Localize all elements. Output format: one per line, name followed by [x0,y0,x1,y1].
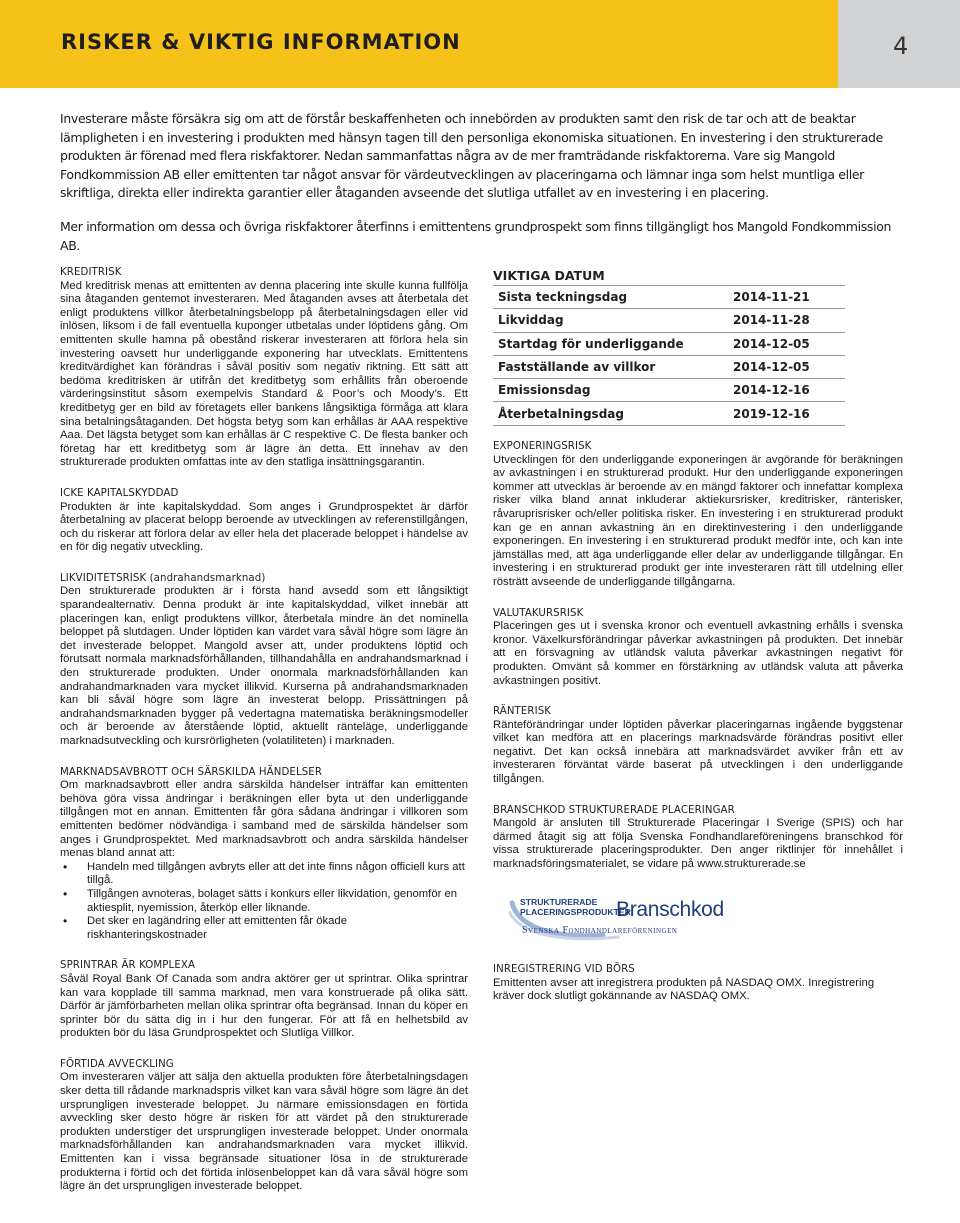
logo-subtitle: Svenska Fondhandlareföreningen [522,925,678,936]
registration-section [493,963,903,1004]
section-body: Ränteförändringar under löptiden påverkar placeringarnas ingående byggstenar vilket kan medföra att en placerings marknadsvärde förändras positivt eller negativt. Det kan också innebära att marknadsvärdet avviker från ett av investeraren förväntat värde baserat på utvecklingen i den underliggande tillgången. [493,718,903,786]
page-title: RISKER & VIKTIG INFORMATION [61,30,461,54]
section-fortida-avveckling [60,1058,468,1194]
date-value: 2014-12-16 [733,383,810,398]
section-title: RÄNTERISK [493,706,552,718]
section-ranterisk [493,705,903,787]
section-body: Den strukturerade produkten är i första hand avsedd som ett långsiktigt sparandealternativ. Denna produkt är inte kapitalskyddad, vilket innebär att placeringen kan, enligt produktens villkor, återbetala mindre än det nominella beloppet på slutdagen. Under löptiden kan värdet vara såväl högre som lägre än det investerade beloppet. Mangold avser att, under produktens löptid och förutsatt normala marknadsförhållanden, tillhandahålla en andrahandsmarknad i den strukturerade produkten. Under onormala marknadsförhållanden kan andrahandmarknaden vara mycket illikvid. Kurserna på andrahandsmarknaden kan bli såväl högre som lägre än investerat belopp. Prissättningen på andrahandsmarknaden bygger på vedertagna matematiska beräkningsmodeller och är beroende av återstående löptid, aktuellt ränteläge, underliggande marknadsutveckling och kursrörligheten (volatiliteten) i marknaden. [60,585,468,747]
section-body: Om investeraren väljer att sälja den aktuella produkten före återbetalningsdagen sker detta till rådande marknadspris vilket kan vara såväl högre som lägre än det ursprungligen investerade beloppet. Ju närmare emissionsdagen en förtida avveckling sker desto högre är risken för att värdet på den strukturerade produkten understiger det ursprungligen investerade beloppet. Under onormala marknadsförhållanden kan andrahandsmarknaden vara mycket illikvid. Emittenten kan i vissa begränsade situationer lösa in de strukturerade produkterna i förtid och det förtida inlösenbeloppet kan då vara såväl högre som lägre än det ursprungligen investerade beloppet. [60,1071,468,1193]
bullet-list [60,861,468,943]
section-body: Utvecklingen för den underliggande exponeringen är avgörande för beräkningen av avkastningen i en strukturerad produkt. Hur den underliggande exponeringen kommer att utvecklas är beroende av en mängd faktorer och innefattar komplexa risker vilka bland annat inkluderar aktiekursrisker, kreditrisker, ränterisker, råvaruprisrisker och/eller politiska risker. En investering i en strukturerad produkt kan ge en annan avkastning än en direktinvestering i den underliggande exponeringen. En investering i en strukturerad produkt medför inte, och kan inte jämställas med, att äga underliggande eller delar av underliggande tillgångar. En investering i en strukturerad produkt ger inte investeraren rätt till utdelning eller rösträtt avseende de underliggande tillgångarna. [493,453,903,588]
section-title: BRANSCHKOD STRUKTURERADE PLACERINGAR [493,804,735,816]
right-column [493,440,903,889]
section-title: EXPONERINGSRISK [493,441,592,452]
left-column [60,266,468,1211]
date-label: Sista teckningsdag [498,290,628,305]
date-label: Fastställande av villkor [498,360,656,375]
page-number: 4 [893,32,909,60]
section-sprintrar [60,959,468,1041]
section-kreditrisk [60,266,468,470]
table-row [493,333,845,356]
table-row [493,402,845,425]
table-row [493,356,845,379]
section-title: LIKVIDITETSRISK (andrahandsmarknad) [60,572,266,584]
section-likviditetsrisk [60,572,468,749]
logo-line-2: PLACERINGSPRODUKTER [520,907,631,917]
intro-paragraph-2: Mer information om dessa och övriga riskfaktorer återfinns i emittentens grundprospekt som finns tillgängligt hos Mangold Fondkommission AB. [60,218,892,253]
logo-big-text: Branschkod [616,898,724,921]
dates-title: VIKTIGA DATUM [493,262,845,286]
section-title: FÖRTIDA AVVECKLING [60,1058,174,1070]
list-item: • Tillgången avnoteras, bolaget sätts i konkurs eller likvidation, genomför en aktiesplit, nyemission, återköp eller liknande. [60,888,468,915]
date-label: Likviddag [498,313,564,328]
important-dates-table [493,262,845,426]
table-row [493,286,845,309]
section-body: Produkten är inte kapitalskyddad. Som anges i Grundprospektet är därför återbetalning av placerat belopp beroende av utvecklingen av referenstillgången, och du riskerar att förlora delar av eller hela det placerade beloppet i händelse av en för dig negativ utveckling. [60,500,468,554]
section-body: Såväl Royal Bank Of Canada som andra aktörer ger ut sprintrar. Olika sprintrar kan vara kopplade till samma marknad, men vara konstruerade på olika sätt. Därför är jämförbarheten mellan olika sprintrar ofta begränsad. Innan du köper en sprinter bör du sätta dig in i hur den fungerar. För att få en helhetsbild av produkten bör du läsa Grundprospektet och Slutliga Villkor. [60,972,468,1040]
date-label: Emissionsdag [498,383,591,398]
section-body: Placeringen ges ut i svenska kronor och eventuell avkastning erhålls i svenska kronor. Växelkursförändringar påverkar avkastningen på produkten. Det innebär att en försvagning av utländsk valuta påverkar avkastningen negativt för produkten. Omvänt så kommer en förstärkning av utländsk valuta att påverka avkastningen positivt. [493,620,903,687]
section-marknadsavbrott [60,766,468,943]
date-value: 2014-12-05 [733,336,810,351]
section-exponeringsrisk [493,440,903,590]
section-branschkod [493,804,903,872]
list-item: • Det sker en lagändring eller att emittenten får ökade riskhanteringskostnader [60,915,468,942]
page-header [0,0,960,88]
intro-paragraph-1: Investerare måste försäkra sig om att de förstår beskaffenheten och innebörden av produkten samt den risk de tar och att de beaktar lämpligheten i en investering i produkten med hänsyn tagen till den personliga ekonomiska situationen. En investering i den strukturerade produkten är förenad med flera riskfaktorer. Nedan sammanfattas några av de mer framträdande riskfaktorerna. Vare sig Mangold Fondkommission AB eller emittenten tar något ansvar för värdeutvecklingen av placeringarna och lämnar inga som helst muntliga eller skriftliga, direkta eller indirekta garantier eller åtaganden avseende det slutliga utfallet av en investering i en placering. [60,111,883,201]
section-title: VALUTAKURSRISK [493,607,584,619]
date-label: Återbetalningsdag [498,406,624,421]
section-title: INREGISTRERING VID BÖRS [493,964,635,975]
date-label: Startdag för underliggande [498,336,684,351]
date-value: 2014-11-21 [733,290,810,305]
logo-line-1: STRUKTURERADE [520,897,598,907]
branschkod-logo [508,895,722,943]
section-title: MARKNADSAVBROTT OCH SÄRSKILDA HÄNDELSER [60,766,323,778]
section-title: ICKE KAPITALSKYDDAD [60,487,179,499]
section-body: Om marknadsavbrott eller andra särskilda händelser inträffar kan emittenten behöva göra vissa ändringar i beräkningen eller byta ut den underliggande tillgången mot en annan. Emittenten får göra sådana ändringar i villkoren som emittenten bedömer nödvändiga i samband med de särskilda händelser som anges i Grundprospektet. Med marknadsavbrott och andra särskilda händelser menas bland annat att: [60,779,468,860]
section-body: Med kreditrisk menas att emittenten av denna placering inte skulle kunna fullfölja sina åtaganden gentemot investeraren. Med åtaganden avses att återbetala det enligt produktens villkor återbetalningsbelopp på återbetalningsdagen eller vid inlösen, liksom i de fall eventuella kuponger utbetalas under löptidens gång. Om emittenten skulle hamna på obestånd riskerar investeraren att förlora hela sin investering oavsett hur underliggande exponering har utvecklats. Emittentens kreditvärdighet kan förändras i såväl positiv som negativ riktning. Ett sätt att bedöma kreditrisken är utifrån det kreditbetyg som erhållits från oberoende värderingsinstitut såsom exempelvis Standard & Poor’s och Moody’s. Ett kreditbetyg ger en bild av företagets eller bankens långsiktiga förmåga att klara sina betalningsåtaganden. Det högsta betyg som kan erhållas är AAA respektive Aaa. Det lägsta betyget som kan erhållas är C respektive C. De flesta banker och företag har ett kreditbetyg som är lägre än detta. Ett innehav av den strukturerade produkten omfattas inte av den statliga insättningsgarantin. [60,279,468,469]
section-body: Emittenten avser att inregistrera produkten på NASDAQ OMX. Inregistrering kräver dock slutligt gokännande av NASDAQ OMX. [493,976,875,1003]
table-row [493,309,845,332]
section-title: KREDITRISK [60,267,122,278]
section-body: Mangold är ansluten till Strukturerade Placeringar I Sverige (SPIS) och har därmed åtagit sig att följa Svenska Fondhandlareföreningens branschkod för vissa strukturerade placeringsprodukter. Den anger riktlinjer för innehållet i marknadsföringsmaterialet, se vidare på www.strukturerade.se [493,817,903,871]
list-item: • Handeln med tillgången avbryts eller att det inte finns någon officiell kurs att tillgå. [60,861,468,888]
date-value: 2014-11-28 [733,313,810,328]
date-value: 2014-12-05 [733,360,810,375]
section-icke-kapitalskyddad [60,487,468,555]
table-row [493,379,845,402]
date-value: 2019-12-16 [733,406,810,421]
intro-text [60,110,902,270]
section-valutakursrisk [493,607,903,689]
section-title: SPRINTRAR ÄR KOMPLEXA [60,960,196,972]
